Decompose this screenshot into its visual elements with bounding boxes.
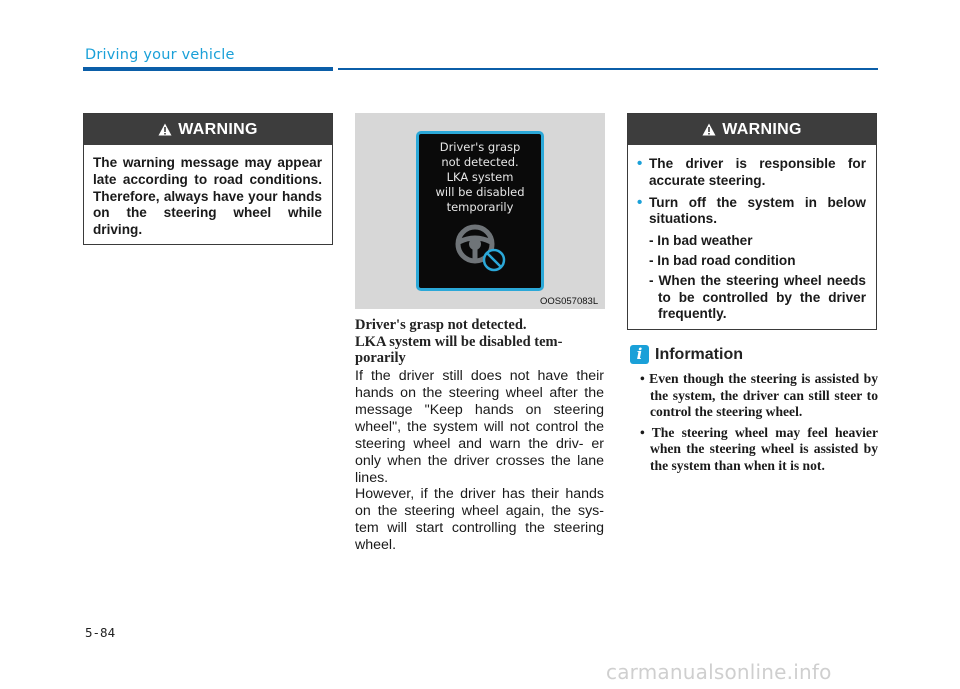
warning-text: The warning message may appear late according to road conditions. Therefore, always have your hands on the steering wheel while driving. xyxy=(93,155,322,238)
watermark: carmanualsonline.info xyxy=(606,660,832,684)
prohibited-icon xyxy=(484,250,504,270)
warning-subitem: - When the steering wheel needs to be controlled by the driver frequently. xyxy=(649,272,866,322)
warning-bullet: • Turn off the system in below situations. xyxy=(637,195,866,229)
warning-subitem: - In bad weather xyxy=(649,233,753,249)
figure-code: OOS057083L xyxy=(540,296,599,307)
warning-bullet: • The driver is responsible for accurate steering. xyxy=(637,156,866,190)
message-heading xyxy=(355,317,605,367)
info-item: • The steering wheel may feel heavier when the steering wheel is assisted by the system than when it is not. xyxy=(640,424,878,473)
body-paragraph: If the driver still does not have their hands on the steering wheel after the message "Keep hands on steering wheel", the system will not control the steering wheel and warn the driv- er only when the driver crosses the lane lines. xyxy=(355,368,604,486)
warning-triangle-icon xyxy=(158,123,172,136)
screen-line: LKA system xyxy=(446,170,514,184)
screen-line: temporarily xyxy=(446,200,514,214)
warning-label: WARNING xyxy=(722,120,802,138)
page-number: 5-84 xyxy=(85,625,116,640)
header-rule-thin xyxy=(338,68,878,70)
heading-line: Driver's grasp not detected. xyxy=(355,317,527,333)
warning-content xyxy=(628,145,876,336)
screen-line: not detected. xyxy=(441,155,519,169)
heading-line: porarily xyxy=(355,350,406,366)
info-item: • Even though the steering is assisted by the system, the driver can still steer to control the steering wheel. xyxy=(640,371,878,420)
info-icon: i xyxy=(630,345,649,364)
steering-wheel-icon xyxy=(453,220,513,280)
warning-header xyxy=(84,114,332,145)
body-paragraph: However, if the driver has their hands on the steering wheel again, the sys- tem will start controlling the steering wheel. xyxy=(355,486,604,553)
info-title: Information xyxy=(655,346,743,363)
warning-label: WARNING xyxy=(178,120,258,138)
warning-box-right xyxy=(627,113,877,330)
screen-message xyxy=(419,140,541,215)
screen-line: will be disabled xyxy=(435,185,525,199)
heading-line: LKA system will be disabled tem- xyxy=(355,333,563,350)
warning-box-left xyxy=(83,113,333,245)
warning-triangle-icon xyxy=(702,123,716,136)
header-rule-thick xyxy=(83,67,333,71)
section-title: Driving your vehicle xyxy=(85,47,235,63)
screen-line: Driver's grasp xyxy=(439,140,521,154)
warning-subitem: - In bad road condition xyxy=(649,252,796,268)
cluster-screen xyxy=(416,131,544,291)
warning-header xyxy=(628,114,876,145)
info-list xyxy=(640,371,878,479)
